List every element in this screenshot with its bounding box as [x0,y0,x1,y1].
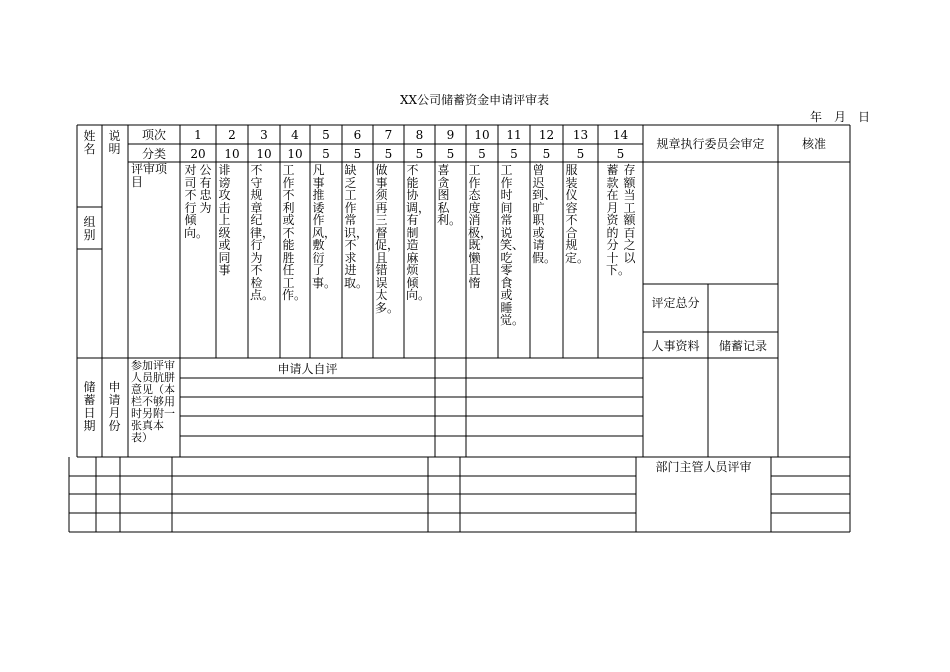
item-text-3: 不守规章纪律，行为不检点。 [250,163,275,302]
item-no-11: 11 [506,128,522,142]
category-header: 分类 [141,147,166,161]
page-title: XX公司储蓄资金申请评审表 [400,93,550,107]
item-text-13: 服装仪容不合规定。 [565,163,590,265]
item-score-10: 5 [478,147,486,161]
item-score-12: 5 [542,147,551,161]
item-no-13: 13 [572,128,589,142]
item-text-7: 做事须再三督促，且错误太多。 [375,163,400,315]
item-no-3: 3 [260,128,268,142]
item-text-10: 工作态度消极，既懒且惰 [468,163,493,290]
item-text-12: 曾迟到、旷职或请假。 [532,163,557,265]
item-score-9: 5 [446,147,455,161]
item-no-6: 6 [353,128,362,142]
item-no-12: 12 [538,128,555,142]
item-no-10: 10 [474,128,490,142]
item-no-4: 4 [291,128,299,142]
item-no-9: 9 [446,128,455,142]
approve-header: 核准 [801,137,826,151]
review-item-label: 评审项目 [131,162,168,189]
name-header: 姓名 [83,129,96,156]
item-score-4: 10 [287,147,303,161]
item-no-5: 5 [322,128,330,142]
date-line: 年 月 日 [810,110,871,124]
savings-record-label: 储蓄记录 [718,339,767,353]
item-text-9: 喜贪图私利。 [437,163,462,227]
item-text-14-col-2: 蓄款在月资的分十下。 [606,163,631,277]
self-eval-label: 申请人自评 [277,362,338,376]
opinion-text: 参加评审人员肮胼意见（本栏不够用时另附一张真本表） [131,360,175,444]
item-score-2: 10 [224,147,240,161]
committee-header: 规章执行委员会审定 [656,137,765,151]
item-score-3: 10 [256,147,272,161]
item-text-1-col-2: 对司不行倾向。 [184,163,209,240]
item-text-4: 工作不利或不能胜任工作。 [282,163,307,302]
item-text-6: 缺乏工作常识，不求进取。 [344,163,369,290]
item-score-11: 5 [510,147,518,161]
item-no-1: 1 [194,128,202,142]
item-text-14-col-1: 存额当工额百之以 [623,163,636,265]
group-label: 组别 [83,215,96,242]
explain-header: 说明 [108,129,121,156]
item-score-5: 5 [322,147,330,161]
item-text-2: 诽谤攻击上级或同事 [218,163,231,277]
item-text-11: 工作时间常说笑、吃零食或睡觉。 [500,163,525,327]
item-no-14: 14 [612,128,629,142]
dept-review-label: 部门主管人员评审 [655,460,752,474]
hr-info-label: 人事资料 [651,339,700,353]
item-text-8: 不能协调，有制造麻烦倾向。 [406,163,431,302]
item-score-1: 20 [190,147,206,161]
item-no-7: 7 [384,128,393,142]
savings-date-label: 储蓄日期 [83,380,96,433]
item-no-2: 2 [228,128,236,142]
item-score-13: 5 [576,147,585,161]
item-score-6: 5 [353,147,362,161]
total-score-label: 评定总分 [651,296,700,310]
item-score-7: 5 [384,147,393,161]
item-no-header: 项次 [141,128,166,142]
item-no-8: 8 [415,128,424,142]
apply-month-label: 申请月份 [108,380,121,433]
item-text-5: 凡事推诿作风，敷衍了事。 [312,163,337,290]
item-score-8: 5 [415,147,424,161]
item-text-1-col-1: 公有忠为 [199,163,212,215]
item-score-14: 5 [616,147,625,161]
